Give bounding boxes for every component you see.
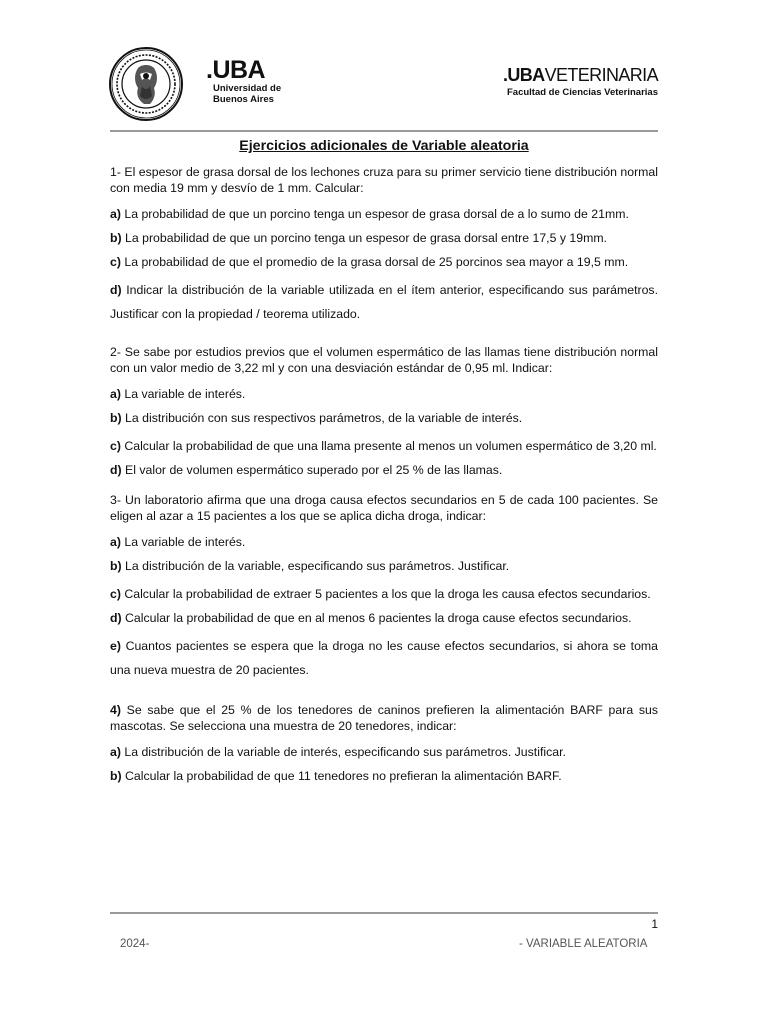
item-text: Indicar la distribución de la variable utilizada en el ítem anterior, especificando sus parámetros. Justificar con la propiedad / teorema utilizado. <box>110 283 658 321</box>
exercise-item <box>110 206 658 222</box>
item-text: La distribución de la variable de interés, especificando sus parámetros. Justificar. <box>120 745 566 759</box>
item-label: c) <box>110 439 121 453</box>
exercise-item <box>110 610 658 626</box>
exercise-number: 1 <box>110 165 117 179</box>
university-seal-icon <box>108 46 184 122</box>
item-label: d) <box>110 283 122 297</box>
item-label: b) <box>110 559 122 573</box>
veterinaria-logo-subtitle: Facultad de Ciencias Veterinarias <box>506 87 658 98</box>
page-header <box>0 0 768 130</box>
exercise-item <box>110 462 658 478</box>
item-text: La probabilidad de que un porcino tenga un espesor de grasa dorsal de a lo sumo de 21mm. <box>120 207 629 221</box>
item-text: La variable de interés. <box>120 387 246 401</box>
exercise-intro <box>110 492 658 524</box>
item-text: La distribución con sus respectivos parámetros, de la variable de interés. <box>121 411 523 425</box>
item-text: Calcular la probabilidad de que una llama presente al menos un volumen espermático de 3,20 ml. <box>120 439 657 453</box>
uba-logo-subtitle-line2: Buenos Aires <box>213 94 274 105</box>
item-label: d) <box>110 611 122 625</box>
footer-divider <box>110 912 658 914</box>
exercise-item <box>110 386 658 402</box>
page-number: 1 <box>651 917 658 931</box>
uba-logo-mark: .UBA <box>206 56 266 84</box>
exercise-item <box>110 768 658 784</box>
exercise-3 <box>110 492 658 682</box>
item-label: a) <box>110 745 121 759</box>
header-divider <box>110 130 658 132</box>
veterinaria-logo-mark <box>503 66 658 85</box>
item-label: a) <box>110 207 121 221</box>
item-label: d) <box>110 463 122 477</box>
item-label: a) <box>110 387 121 401</box>
veterinaria-logo <box>503 66 658 99</box>
item-text: Calcular la probabilidad de que en al menos 6 pacientes la droga cause efectos secundarios. <box>121 611 632 625</box>
exercise-item <box>110 744 658 760</box>
item-text: La probabilidad de que un porcino tenga un espesor de grasa dorsal entre 17,5 y 19mm. <box>121 231 607 245</box>
exercise-2 <box>110 344 658 478</box>
veterinaria-logo-mark-rest: VETERINARIA <box>544 65 658 85</box>
exercise-statement: - Un laboratorio afirma que una droga causa efectos secundarios en 5 de cada 100 pacientes. Se eligen al azar a 15 pacientes a los que se aplica dicha droga, indicar: <box>110 493 658 523</box>
exercise-item <box>110 230 658 246</box>
exercise-1 <box>110 164 658 326</box>
exercise-item <box>110 582 658 606</box>
exercise-item <box>110 410 658 426</box>
item-label: b) <box>110 231 122 245</box>
exercise-intro <box>110 702 658 734</box>
uba-logo <box>206 58 281 105</box>
item-label: c) <box>110 587 121 601</box>
exercise-4 <box>110 702 658 784</box>
document-title: Ejercicios adicionales de Variable aleatoria <box>239 138 529 154</box>
document-body <box>110 136 658 792</box>
exercise-item <box>110 254 658 270</box>
footer-section-title: - VARIABLE ALEATORIA <box>519 938 648 950</box>
exercise-number: 3 <box>110 493 117 507</box>
item-label: e) <box>110 639 121 653</box>
exercise-statement: - Se sabe por estudios previos que el volumen espermático de las llamas tiene distribución normal con un valor medio de 3,22 ml y con una desviación estándar de 0,95 ml. Indicar: <box>110 345 658 375</box>
exercise-statement: Se sabe que el 25 % de los tenedores de caninos prefieren la alimentación BARF para sus mascotas. Se selecciona una muestra de 20 tenedores, indicar: <box>110 703 658 733</box>
item-text: El valor de volumen espermático superado por el 25 % de las llamas. <box>121 463 503 477</box>
item-text: Cuantos pacientes se espera que la droga no les cause efectos secundarios, si ahora se toma una nueva muestra de 20 pacientes. <box>110 639 658 677</box>
exercise-item <box>110 558 658 574</box>
exercise-intro <box>110 164 658 196</box>
item-text: La variable de interés. <box>120 535 246 549</box>
item-label: b) <box>110 411 122 425</box>
exercise-item <box>110 534 658 550</box>
exercise-statement: - El espesor de grasa dorsal de los lechones cruza para su primer servicio tiene distribución normal con media 19 mm y desvío de 1 mm. Calcular: <box>110 165 658 195</box>
exercise-item <box>110 278 658 326</box>
item-label: a) <box>110 535 121 549</box>
item-text: La distribución de la variable, especificando sus parámetros. Justificar. <box>121 559 510 573</box>
item-label: b) <box>110 769 122 783</box>
item-text: Calcular la probabilidad de que 11 tenedores no prefieran la alimentación BARF. <box>121 769 562 783</box>
exercise-item <box>110 434 658 458</box>
veterinaria-logo-mark-bold: .UBA <box>502 65 545 85</box>
uba-logo-subtitle-line1: Universidad de <box>213 83 282 94</box>
item-label: c) <box>110 255 121 269</box>
exercise-item <box>110 634 658 682</box>
exercise-number: 4) <box>110 703 121 717</box>
footer-year: 2024- <box>120 938 150 950</box>
item-text: Calcular la probabilidad de extraer 5 pacientes a los que la droga les causa efectos secundarios. <box>120 587 651 601</box>
item-text: La probabilidad de que el promedio de la grasa dorsal de 25 porcinos sea mayor a 19,5 mm. <box>120 255 629 269</box>
exercise-intro <box>110 344 658 376</box>
exercise-number: 2 <box>110 345 117 359</box>
